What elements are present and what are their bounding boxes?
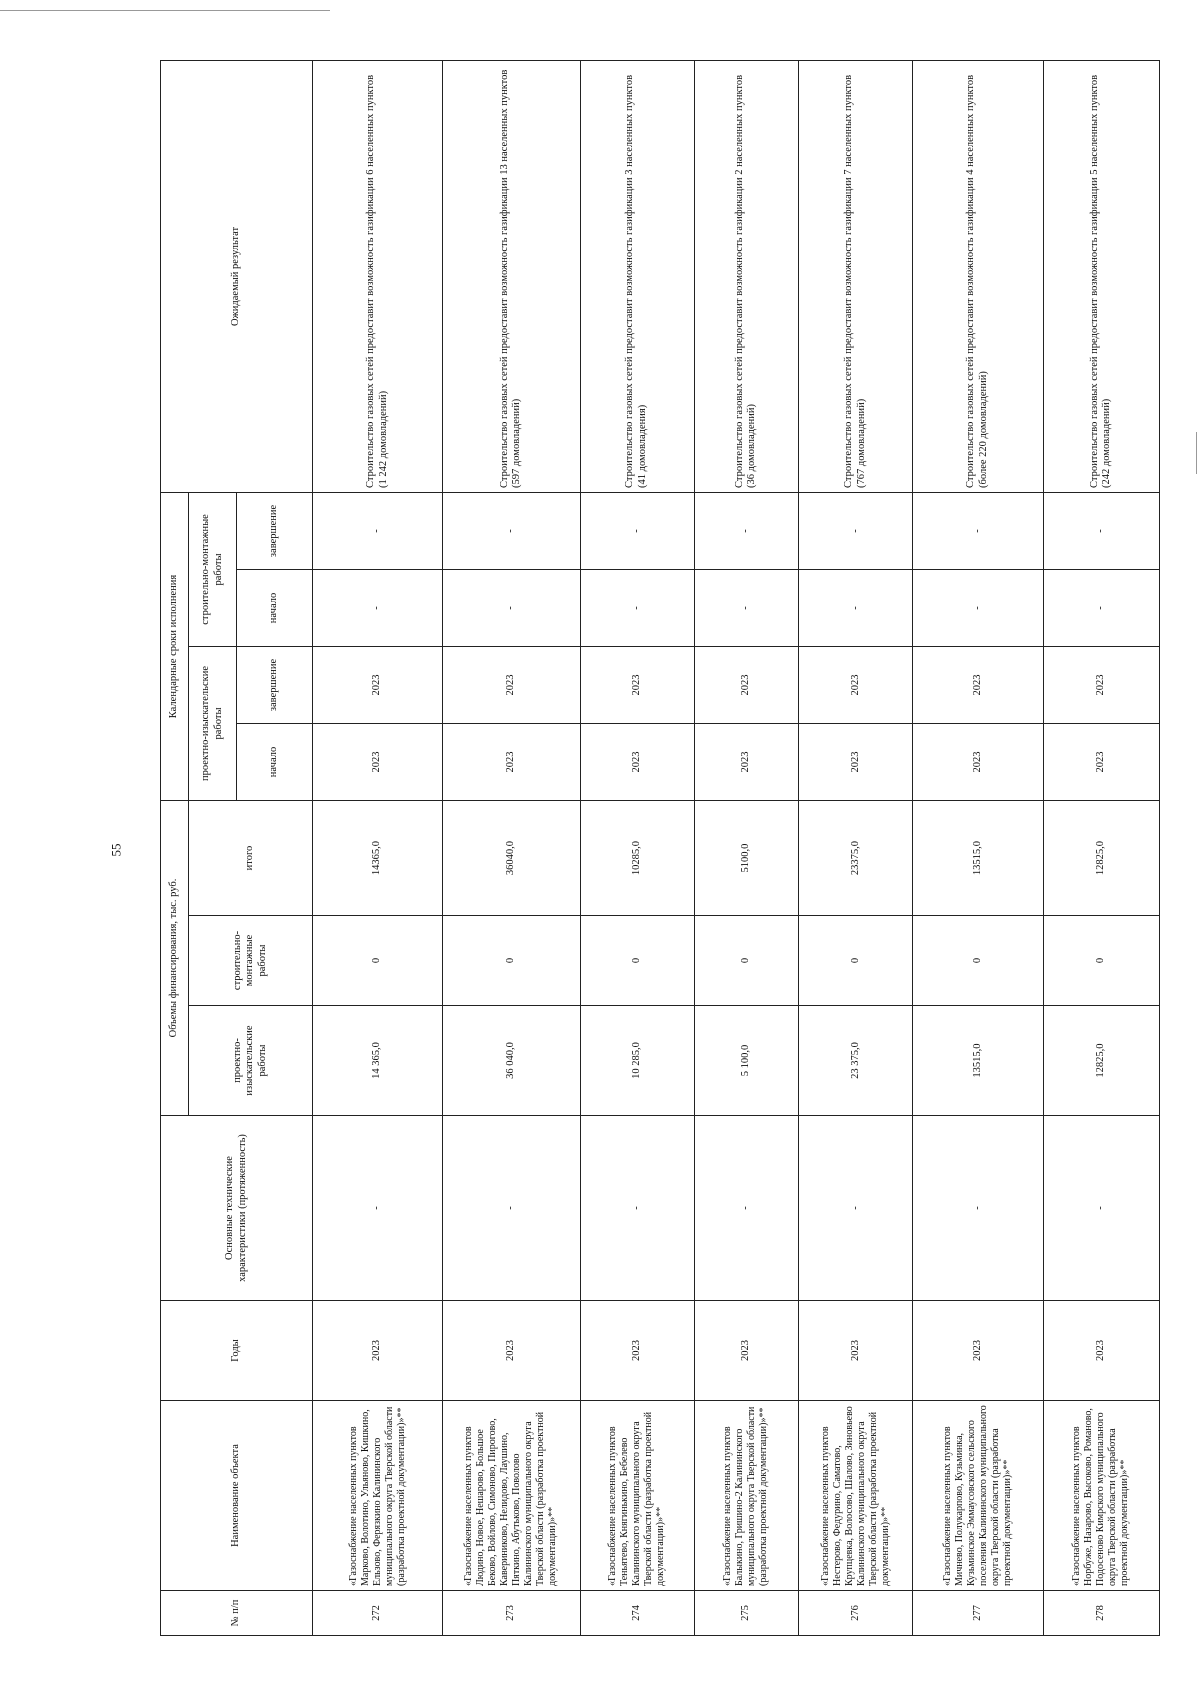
row-number: 273 <box>443 1591 580 1636</box>
header-smr: строительно-монтажные работы <box>189 916 313 1006</box>
pir-amount: 10 285,0 <box>580 1006 694 1116</box>
table-row <box>913 60 1043 1635</box>
smr-amount: 0 <box>694 916 799 1006</box>
table-row <box>694 60 799 1635</box>
smr-start: - <box>694 569 799 646</box>
smr-start: - <box>913 569 1043 646</box>
header-calendar: Календарные сроки исполнения <box>161 492 189 800</box>
pir-start: 2023 <box>580 723 694 800</box>
smr-amount: 0 <box>580 916 694 1006</box>
smr-end: - <box>799 492 913 569</box>
smr-end: - <box>313 492 443 569</box>
expected-result: Строительство газовых сетей предоставит возможность газификации 3 населенных пунктов (41 домовладения) <box>580 60 694 492</box>
year: 2023 <box>443 1301 580 1401</box>
pir-start: 2023 <box>443 723 580 800</box>
total-amount: 10285,0 <box>580 800 694 915</box>
total-amount: 12825,0 <box>1043 800 1159 915</box>
pir-start: 2023 <box>313 723 443 800</box>
pir-amount: 12825,0 <box>1043 1006 1159 1116</box>
total-amount: 23375,0 <box>799 800 913 915</box>
header-total: итого <box>189 800 313 915</box>
expected-result: Строительство газовых сетей предоставит возможность газификации 7 населенных пунктов (767 домовладений) <box>799 60 913 492</box>
smr-end: - <box>580 492 694 569</box>
table-row <box>443 60 580 1635</box>
pir-amount: 36 040,0 <box>443 1006 580 1116</box>
header-num: № п/п <box>161 1591 313 1636</box>
header-smr-end: завершение <box>237 492 313 569</box>
expected-result: Строительство газовых сетей предоставит возможность газификации 2 населенных пунктов (36 домовладений) <box>694 60 799 492</box>
year: 2023 <box>580 1301 694 1401</box>
smr-end: - <box>1043 492 1159 569</box>
header-cal-pir: проектно-изыскательские работы <box>189 646 237 800</box>
pir-end: 2023 <box>913 646 1043 723</box>
object-name: «Газоснабжение населенных пунктов Норбуже, Назарово, Высоково, Романово, Подосеново Кимрского муниципального округа Тверской области (разработка проектной документации)»** <box>1043 1401 1159 1591</box>
pir-amount: 14 365,0 <box>313 1006 443 1116</box>
smr-start: - <box>580 569 694 646</box>
year: 2023 <box>313 1301 443 1401</box>
header-name: Наименование объекта <box>161 1401 313 1591</box>
object-table <box>160 60 1160 1636</box>
pir-end: 2023 <box>580 646 694 723</box>
year: 2023 <box>1043 1301 1159 1401</box>
pir-end: 2023 <box>694 646 799 723</box>
header-finance: Объемы финансирования, тыс. руб. <box>161 800 189 1115</box>
total-amount: 14365,0 <box>313 800 443 915</box>
smr-amount: 0 <box>313 916 443 1006</box>
object-name: «Газоснабжение населенных пунктов Марково, Волотино, Ульяново, Кишкино, Ельзово, Ферязкино Калининского муниципального округа Тверской области (разработка проектной документации)»** <box>313 1401 443 1591</box>
smr-end: - <box>913 492 1043 569</box>
header-cal-smr: строительно-монтажные работы <box>189 492 237 646</box>
expected-result: Строительство газовых сетей предоставит возможность газификации 13 населенных пунктов (597 домовладений) <box>443 60 580 492</box>
scan-mark <box>0 10 330 11</box>
smr-amount: 0 <box>799 916 913 1006</box>
header-pir-end: завершение <box>237 646 313 723</box>
year: 2023 <box>694 1301 799 1401</box>
smr-start: - <box>1043 569 1159 646</box>
total-amount: 13515,0 <box>913 800 1043 915</box>
tech-characteristics: - <box>313 1116 443 1301</box>
object-name: «Газоснабжение населенных пунктов Теньятево, Княгинькино, Бебелево Калининского муниципального округа Тверской области (разработка проектной документации)»** <box>580 1401 694 1591</box>
smr-end: - <box>443 492 580 569</box>
object-name: «Газоснабжение населенных пунктов Балыкино, Гришино-2 Калининского муниципального округа Тверской области (разработка проектной документации)»** <box>694 1401 799 1591</box>
smr-amount: 0 <box>1043 916 1159 1006</box>
row-number: 276 <box>799 1591 913 1636</box>
header-years: Годы <box>161 1301 313 1401</box>
tech-characteristics: - <box>799 1116 913 1301</box>
pir-start: 2023 <box>694 723 799 800</box>
scan-mark <box>1196 432 1197 474</box>
total-amount: 36040,0 <box>443 800 580 915</box>
smr-start: - <box>313 569 443 646</box>
table-row <box>799 60 913 1635</box>
smr-end: - <box>694 492 799 569</box>
row-number: 272 <box>313 1591 443 1636</box>
row-number: 278 <box>1043 1591 1159 1636</box>
year: 2023 <box>799 1301 913 1401</box>
pir-amount: 23 375,0 <box>799 1006 913 1116</box>
table-row <box>313 60 443 1635</box>
pir-end: 2023 <box>799 646 913 723</box>
tech-characteristics: - <box>694 1116 799 1301</box>
pir-start: 2023 <box>913 723 1043 800</box>
pir-end: 2023 <box>313 646 443 723</box>
table-row <box>580 60 694 1635</box>
table-row <box>1043 60 1159 1635</box>
smr-amount: 0 <box>443 916 580 1006</box>
header-tech: Основные технические характеристики (протяженность) <box>161 1116 313 1301</box>
header-result: Ожидаемый результат <box>161 60 313 492</box>
pir-amount: 5 100,0 <box>694 1006 799 1116</box>
row-number: 274 <box>580 1591 694 1636</box>
pir-start: 2023 <box>799 723 913 800</box>
object-name: «Газоснабжение населенных пунктов Нестерово, Федурино, Саматово, Крупцевка, Волосово, Шалово, Зиновьево Калининского муниципального округа Тверской области (разработка проектной документации)»** <box>799 1401 913 1591</box>
tech-characteristics: - <box>1043 1116 1159 1301</box>
object-name: «Газоснабжение населенных пунктов Мичнево, Полукарпово, Кузьминка, Кузьминское Эммаусовского сельского поселения Калининского муниципального округа Тверской области (разработка проектной документации)»** <box>913 1401 1043 1591</box>
row-number: 275 <box>694 1591 799 1636</box>
header-pir-start: начало <box>237 723 313 800</box>
expected-result: Строительство газовых сетей предоставит возможность газификации 5 населенных пунктов (242 домовладений) <box>1043 60 1159 492</box>
year: 2023 <box>913 1301 1043 1401</box>
rotated-table-container <box>160 61 1160 1636</box>
smr-start: - <box>799 569 913 646</box>
pir-end: 2023 <box>443 646 580 723</box>
total-amount: 5100,0 <box>694 800 799 915</box>
tech-characteristics: - <box>913 1116 1043 1301</box>
header-smr-start: начало <box>237 569 313 646</box>
tech-characteristics: - <box>580 1116 694 1301</box>
pir-end: 2023 <box>1043 646 1159 723</box>
pir-amount: 13515,0 <box>913 1006 1043 1116</box>
expected-result: Строительство газовых сетей предоставит возможность газификации 6 населенных пунктов (1 242 домовладений) <box>313 60 443 492</box>
header-pir: проектно-изыскательские работы <box>189 1006 313 1116</box>
pir-start: 2023 <box>1043 723 1159 800</box>
row-number: 277 <box>913 1591 1043 1636</box>
expected-result: Строительство газовых сетей предоставит возможность газификации 4 населенных пунктов (более 220 домовладений) <box>913 60 1043 492</box>
page-number: 55 <box>108 843 124 857</box>
smr-amount: 0 <box>913 916 1043 1006</box>
smr-start: - <box>443 569 580 646</box>
tech-characteristics: - <box>443 1116 580 1301</box>
object-name: «Газоснабжение населенных пунктов Людино, Новое, Нешарово, Большое Беково, Войлово, Симоново, Пирогово, Кавериниково, Нелидово, Лаушино, Пяткино, Абутьково, Поволово Калининского муниципального округа Тверской области (разработка проектной документации)»** <box>443 1401 580 1591</box>
